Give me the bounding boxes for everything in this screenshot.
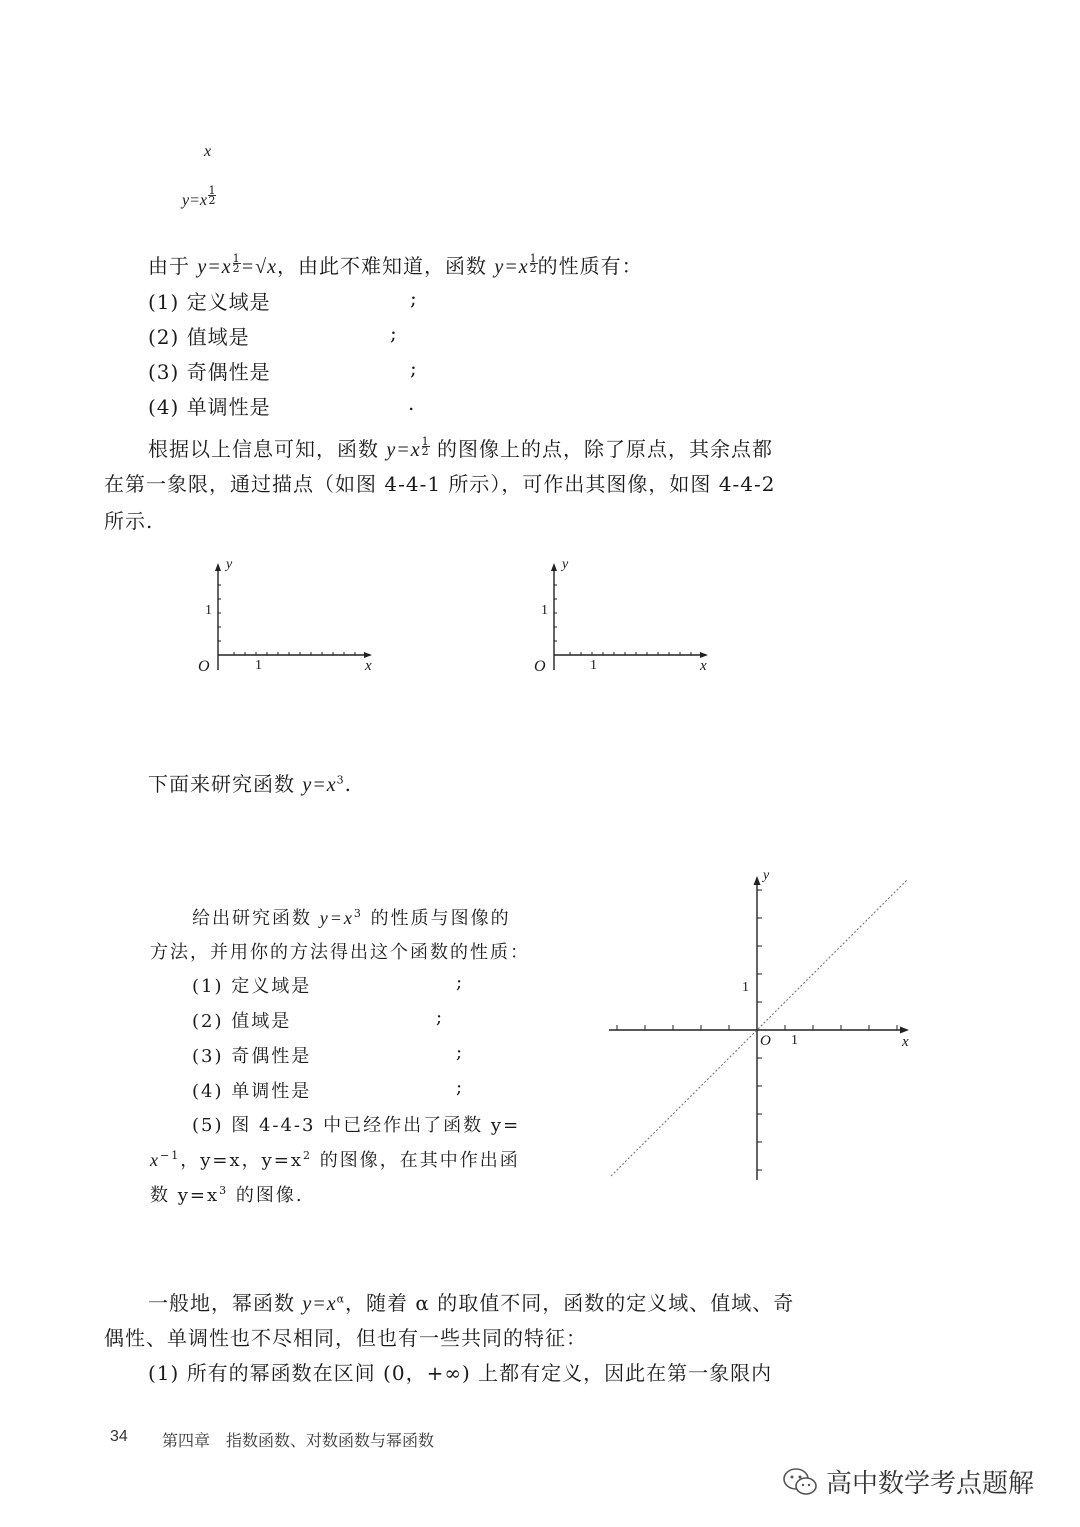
watermark: 高中数学考点题解 — [782, 1463, 1034, 1500]
property-end: ; — [410, 286, 418, 310]
box-line: 方法，并用你的方法得出这个函数的性质： — [150, 942, 530, 963]
chapter-title: 第四章 指数函数、对数函数与幂函数 — [162, 1431, 435, 1450]
axes-figure-4-4-2 — [526, 555, 726, 685]
y-tick-1: 1 — [541, 603, 548, 618]
y-axis-label: y — [562, 557, 569, 572]
next-study-line: 下面来研究函数 $y=x^3$. — [148, 772, 352, 796]
origin-label: O — [198, 658, 210, 675]
paragraph-line: 偶性、单调性也不尽相同，但也有一些共同的特征： — [104, 1326, 587, 1350]
y-axis-label: y — [763, 868, 770, 883]
paragraph-line: 在第一象限，通过描点（如图 4-4-1 所示），可作出其图像，如图 4-4-2 — [104, 472, 776, 496]
box-item: (2) 值域是 — [192, 1011, 292, 1032]
intro-line: 由于 y=x $\frac{1}{2}$ =√x，由此不难知道，函数 y=x $\frac{1}{2}$ 的性质有： — [148, 252, 643, 278]
wechat-icon — [782, 1467, 818, 1497]
axes-figure-4-4-1 — [190, 555, 390, 685]
property-item: (3) 奇偶性是 — [148, 360, 271, 384]
paragraph-line: (1) 所有的幂函数在区间 (0，+∞) 上都有定义，因此在第一象限内 — [148, 1361, 773, 1385]
box-item-5-cont: $x^{-1}$，y=x，$y=x^2$ 的图像，在其中作出函 — [150, 1149, 520, 1171]
table-row-label: y=x $\frac{1}{2}$ — [182, 184, 216, 209]
paragraph-line: 根据以上信息可知，函数 y=x $\frac{1}{2}$ 的图像上的点，除了原点，其余点都 — [148, 435, 773, 461]
box-item-5: (5) 图 4-4-3 中已经作出了函数 y= — [192, 1115, 521, 1136]
box-item-end: ; — [456, 1077, 465, 1098]
y-tick-1: 1 — [205, 603, 212, 618]
origin-label: O — [534, 658, 546, 675]
table-header-x: x — [204, 143, 212, 160]
box-item-end: ; — [456, 972, 465, 993]
y-tick-1: 1 — [742, 980, 749, 995]
box-item-end: ; — [456, 1042, 465, 1063]
property-item: (2) 值域是 — [148, 325, 250, 349]
x-axis-label: x — [365, 658, 372, 674]
x-tick-1: 1 — [791, 1033, 798, 1048]
axes-figure-4-4-3 — [605, 868, 925, 1188]
x-axis-label: x — [700, 658, 707, 674]
box-item-end: ; — [436, 1007, 445, 1028]
x-tick-1: 1 — [590, 658, 597, 673]
box-item: (1) 定义域是 — [192, 976, 312, 997]
paragraph-line: 一般地，幂函数 $y=x^\alpha$，随着 α 的取值不同，函数的定义域、值域、奇 — [148, 1291, 795, 1315]
property-end: . — [408, 391, 416, 415]
origin-label: O — [760, 1033, 771, 1049]
x-tick-1: 1 — [255, 658, 262, 673]
page-number: 34 — [110, 1428, 128, 1445]
box-item-5-cont: 数 $y=x^3$ 的图像. — [150, 1184, 304, 1206]
property-item: (4) 单调性是 — [148, 395, 271, 419]
x-axis-label: x — [902, 1034, 909, 1050]
box-item: (4) 单调性是 — [192, 1081, 312, 1102]
paragraph-line: 所示. — [104, 509, 154, 533]
box-line: 给出研究函数 $y=x^3$ 的性质与图像的 — [192, 907, 511, 929]
property-item: (1) 定义域是 — [148, 290, 271, 314]
property-end: ; — [390, 321, 398, 345]
y-axis-label: y — [226, 557, 233, 572]
box-item: (3) 奇偶性是 — [192, 1046, 312, 1067]
property-end: ; — [410, 356, 418, 380]
